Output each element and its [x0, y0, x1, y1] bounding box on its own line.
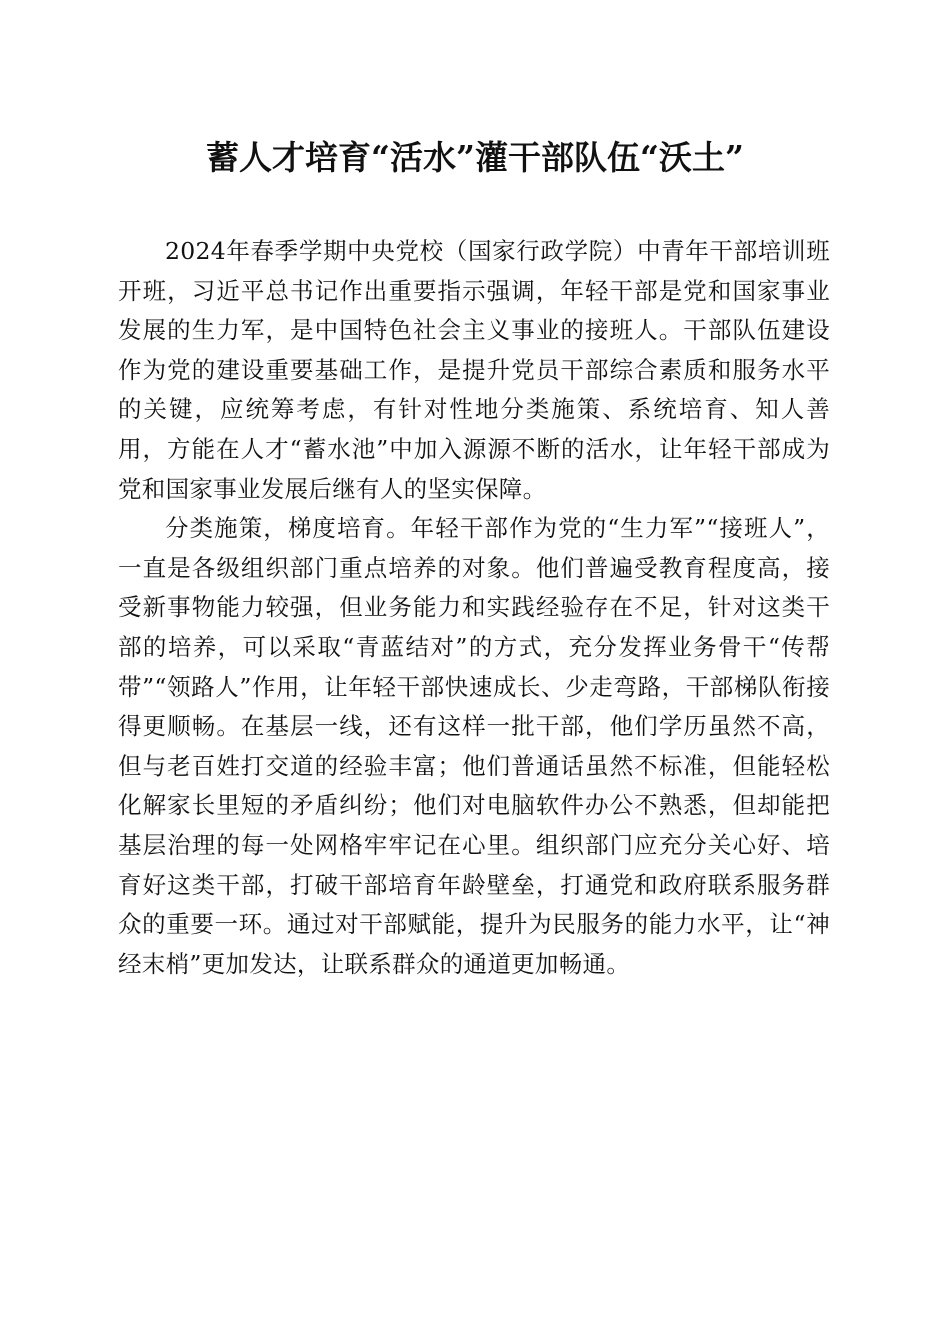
paragraph-1: 2024年春季学期中央党校（国家行政学院）中青年干部培训班开班，习近平总书记作出重要指示强调，年轻干部是党和国家事业发展的生力军，是中国特色社会主义事业的接班人。干部队伍建设作为党的建设重要基础工作，是提升党员干部综合素质和服务水平的关键，应统筹考虑，有针对性地分类施策、系统培育、知人善用，方能在人才“蓄水池”中加入源源不断的活水，让年轻干部成为党和国家事业发展后继有人的坚实保障。: [118, 237, 830, 503]
document-title: 蓄人才培育“活水”灌干部队伍“沃土”: [206, 138, 744, 177]
document-body: [118, 232, 830, 984]
paragraph-2: 分类施策，梯度培育。年轻干部作为党的“生力军”“接班人”，一直是各级组织部门重点培养的对象。他们普遍受教育程度高，接受新事物能力较强，但业务能力和实践经验存在不足，针对这类干部的培养，可以采取“青蓝结对”的方式，充分发挥业务骨干“传帮带”“领路人”作用，让年轻干部快速成长、少走弯路，干部梯队衔接得更顺畅。在基层一线，还有这样一批干部，他们学历虽然不高，但与老百姓打交道的经验丰富；他们普通话虽然不标准，但能轻松化解家长里短的矛盾纠纷；他们对电脑软件办公不熟悉，但却能把基层治理的每一处网格牢牢记在心里。组织部门应充分关心好、培育好这类干部，打破干部培育年龄壁垒，打通党和政府联系服务群众的重要一环。通过对干部赋能，提升为民服务的能力水平，让“神经末梢”更加发达，让联系群众的通道更加畅通。: [118, 514, 830, 978]
